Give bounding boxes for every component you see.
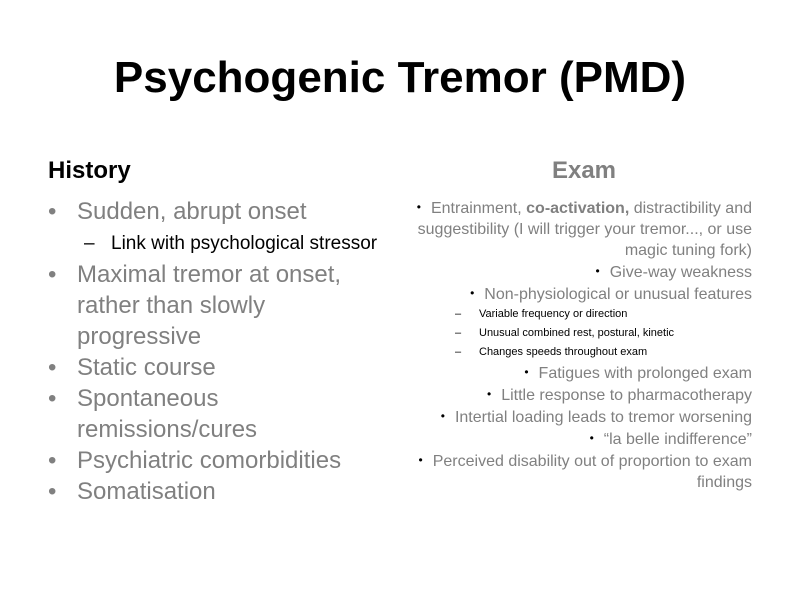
bullet-icon: • — [524, 365, 529, 379]
bullet-icon: • — [440, 409, 445, 423]
exam-item: • Perceived disability out of proportion to exam findings — [418, 453, 752, 491]
history-item: • Spontaneous remissions/cures — [48, 385, 258, 443]
bullet-icon: • — [48, 478, 57, 505]
exam-item-bold: co-activation, — [526, 200, 630, 217]
history-subitem: – Link with psychological stressor — [48, 231, 388, 257]
dash-icon: – — [455, 327, 462, 339]
exam-item: • Give-way weakness — [595, 264, 752, 281]
dash-icon: – — [455, 346, 462, 358]
exam-item: • Non-physiological or unusual features — [470, 286, 752, 303]
history-item: • Static course — [48, 354, 216, 381]
history-item: • Maximal tremor at onset, rather than slowly progressive — [48, 261, 342, 350]
bullet-icon: • — [589, 431, 594, 445]
bullet-icon: • — [48, 385, 57, 412]
bullet-icon: • — [48, 261, 57, 288]
exam-item: • Entrainment, co-activation, distractibility and suggestibility (I will trigger your tremor..., or use magic tuning fork) — [416, 200, 752, 259]
exam-item: • Intertial loading leads to tremor worsening — [440, 409, 752, 426]
bullet-icon: • — [418, 453, 423, 467]
exam-list — [400, 197, 752, 493]
exam-subitem: – Changes speeds throughout exam — [400, 343, 752, 362]
dash-icon: – — [455, 308, 462, 320]
bullet-icon: • — [595, 264, 600, 278]
exam-item: • Little response to pharmacotherapy — [486, 387, 752, 404]
bullet-icon: • — [486, 387, 492, 401]
exam-subitem: – Unusual combined rest, postural, kinetic — [400, 324, 752, 343]
exam-item: • “la belle indifference” — [589, 431, 752, 448]
dash-icon: – — [84, 233, 95, 254]
exam-subitem: – Variable frequency or direction — [400, 305, 752, 324]
history-list — [48, 196, 388, 507]
history-item: • Psychiatric comorbidities — [48, 447, 342, 474]
exam-item: • Fatigues with prolonged exam — [524, 365, 752, 382]
bullet-icon: • — [48, 198, 57, 225]
history-heading: History — [48, 157, 131, 184]
bullet-icon: • — [470, 286, 475, 300]
bullet-icon: • — [48, 354, 57, 381]
history-item: • Sudden, abrupt onset — [48, 198, 307, 225]
history-item: • Somatisation — [48, 478, 216, 505]
bullet-icon: • — [416, 200, 421, 214]
exam-heading: Exam — [551, 157, 617, 184]
bullet-icon: • — [48, 447, 57, 474]
slide-title: Psychogenic Tremor (PMD) — [113, 53, 687, 102]
